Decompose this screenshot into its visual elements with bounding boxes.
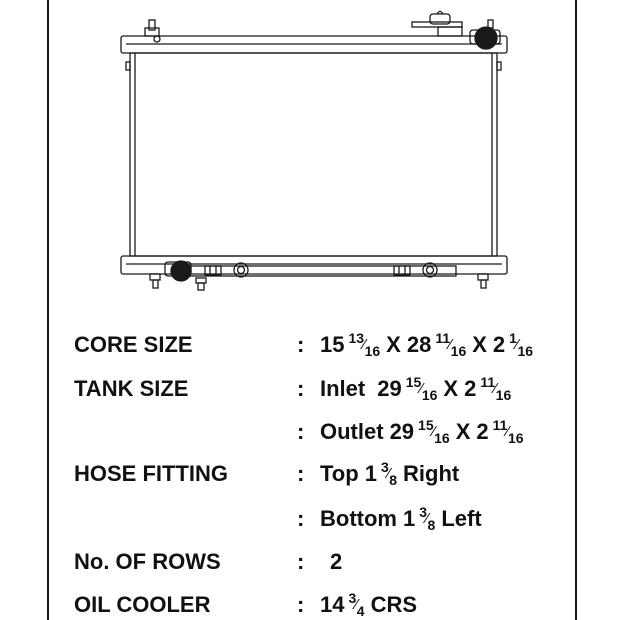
core-height-den: 16 (450, 343, 467, 359)
inlet-a-den: 16 (421, 387, 438, 403)
core-height-num: 11 (435, 330, 451, 346)
oil-cooler-whole: 14 (320, 592, 345, 617)
core-size-value (320, 330, 539, 360)
left-filler-neck (145, 20, 160, 42)
outlet-b-num: 11 (492, 417, 508, 433)
outlet-a-den: 16 (434, 430, 450, 446)
fraction-slash: ⁄ (363, 336, 366, 353)
tank-inlet-value (320, 374, 517, 404)
hose-bottom-num: 3 (419, 504, 428, 520)
oil-cooler-value (320, 590, 418, 620)
fraction-slash: ⁄ (387, 465, 391, 482)
hose-bottom-colon: : (297, 506, 305, 531)
fraction-slash: ⁄ (420, 380, 423, 397)
fraction-slash: ⁄ (506, 423, 509, 440)
tank-outlet-value (320, 417, 530, 447)
core-depth-whole: 2 (492, 332, 506, 357)
rows-colon: : (297, 549, 305, 574)
hose-top-whole: 1 (364, 461, 377, 486)
inlet-name: Inlet (320, 376, 366, 401)
core-size-label: CORE SIZE (74, 332, 193, 357)
radiator-cap (412, 12, 462, 37)
rows-value: 2 (330, 549, 343, 574)
fraction-slash: ⁄ (432, 423, 436, 440)
hose-top-side: Right (403, 461, 460, 486)
core-depth-num: 1 (509, 330, 517, 346)
hose-bottom-side: Left (441, 506, 482, 531)
core-x1: X (386, 332, 401, 357)
outlet-b-den: 16 (507, 430, 524, 446)
oil-cooler-fittings (205, 263, 437, 277)
hose-fitting-colon: : (297, 461, 305, 486)
tank-outlet-colon: : (297, 419, 305, 444)
inlet-x: X (443, 376, 459, 401)
fraction-slash: ⁄ (449, 336, 452, 353)
hose-bottom-whole: 1 (402, 506, 416, 531)
core-depth-den: 16 (517, 343, 534, 359)
rows-label: No. OF ROWS (74, 549, 221, 574)
core-x2: X (472, 332, 487, 357)
core-size-colon: : (297, 332, 305, 357)
oil-cooler-label: OIL COOLER (74, 592, 211, 617)
inlet-b-den: 16 (495, 387, 512, 403)
hose-bottom-value (320, 504, 482, 534)
side-mount-pegs (126, 62, 501, 70)
oil-cooler-den: 4 (356, 603, 365, 619)
fraction-slash: ⁄ (426, 510, 429, 527)
outlet-b-whole: 2 (476, 419, 489, 444)
inlet-a-num: 15 (405, 374, 422, 390)
hose-top-name: Top (320, 461, 359, 486)
core-width-den: 16 (364, 343, 381, 359)
hose-fitting-label: HOSE FITTING (74, 461, 228, 486)
core-width-num: 13 (348, 330, 365, 346)
core-height-whole: 28 (406, 332, 432, 357)
tank-size-label: TANK SIZE (74, 376, 189, 401)
top-hose-fitting (470, 20, 500, 49)
hose-bottom-name: Bottom (320, 506, 397, 531)
outlet-a-whole: 29 (389, 419, 415, 444)
inlet-b-whole: 2 (464, 376, 477, 401)
core-width-whole: 15 (320, 332, 345, 357)
top-tank (121, 36, 507, 53)
inlet-b-num: 11 (480, 374, 496, 390)
oil-cooler-colon: : (297, 592, 305, 617)
inlet-a-whole: 29 (377, 376, 402, 401)
outlet-a-num: 15 (418, 417, 434, 433)
radiator-diagram (0, 0, 620, 300)
outlet-name: Outlet (320, 419, 384, 444)
oil-cooler-num: 3 (348, 590, 357, 606)
tank-size-colon: : (297, 376, 305, 401)
hose-bottom-den: 8 (427, 517, 436, 533)
oil-cooler-unit: CRS (370, 592, 418, 617)
hose-top-den: 8 (389, 472, 398, 488)
hose-top-value (320, 459, 460, 489)
fraction-slash: ⁄ (494, 380, 497, 397)
radiator-core (130, 53, 497, 256)
fraction-slash: ⁄ (515, 336, 519, 353)
fraction-slash: ⁄ (355, 596, 358, 613)
outlet-x: X (455, 419, 471, 444)
hose-top-num: 3 (380, 459, 389, 475)
